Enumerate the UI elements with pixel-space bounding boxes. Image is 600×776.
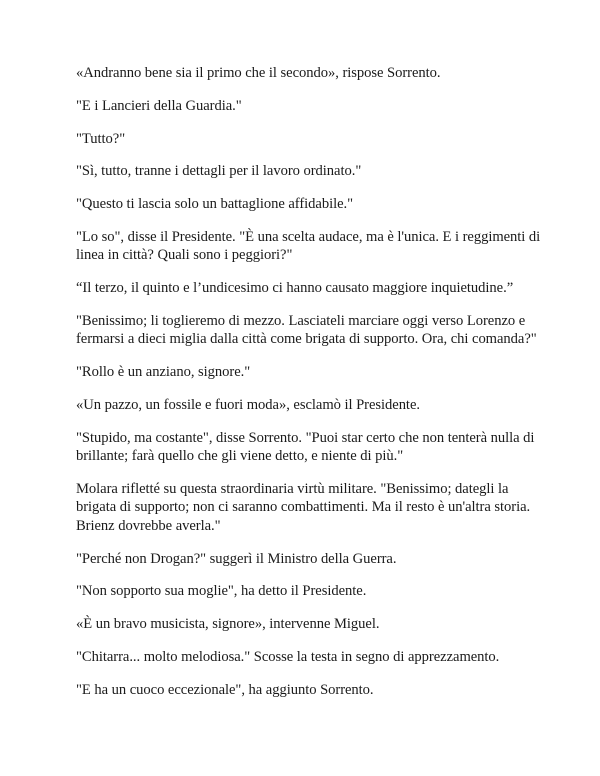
- paragraph: "Chitarra... molto melodiosa." Scosse la testa in segno di apprezzamento.: [76, 648, 500, 665]
- paragraph: "Stupido, ma costante", disse Sorrento. "Puoi star certo che non tenterà nulla di brillante; farà quello che gli viene detto, e niente di più.": [76, 429, 535, 465]
- document-body: [76, 64, 546, 714]
- paragraph: "Perché non Drogan?" suggerì il Ministro della Guerra.: [76, 550, 397, 567]
- paragraph: "E i Lancieri della Guardia.": [76, 97, 242, 114]
- paragraph: "Tutto?": [76, 130, 126, 147]
- paragraph: "Sì, tutto, tranne i dettagli per il lavoro ordinato.": [76, 163, 362, 180]
- paragraph: “Il terzo, il quinto e l’undicesimo ci hanno causato maggiore inquietudine.”: [76, 280, 514, 297]
- paragraph: «Andranno bene sia il primo che il secondo», rispose Sorrento.: [76, 65, 441, 81]
- paragraph: "Non sopporto sua moglie", ha detto il Presidente.: [76, 583, 367, 600]
- paragraph: Molara rifletté su questa straordinaria virtù militare. "Benissimo; dategli la brigata di supporto; non ci saranno combattimenti. Ma il resto è un'altra storia. Brienz dovrebbe averla.": [76, 480, 531, 534]
- paragraph: "Benissimo; li toglieremo di mezzo. Lasciateli marciare oggi verso Lorenzo e fermarsi a dieci miglia dalla città come brigata di supporto. Ora, chi comanda?": [76, 312, 537, 348]
- paragraph: "Questo ti lascia solo un battaglione affidabile.": [76, 196, 354, 213]
- paragraph: "Rollo è un anziano, signore.": [76, 364, 251, 381]
- paragraph: "E ha un cuoco eccezionale", ha aggiunto Sorrento.: [76, 681, 374, 698]
- paragraph: «Un pazzo, un fossile e fuori moda», esclamò il Presidente.: [76, 396, 420, 413]
- paragraph: "Lo so", disse il Presidente. "È una scelta audace, ma è l'unica. E i reggimenti di linea in città? Quali sono i peggiori?": [76, 228, 541, 264]
- paragraph: «È un bravo musicista, signore», intervenne Miguel.: [76, 616, 380, 633]
